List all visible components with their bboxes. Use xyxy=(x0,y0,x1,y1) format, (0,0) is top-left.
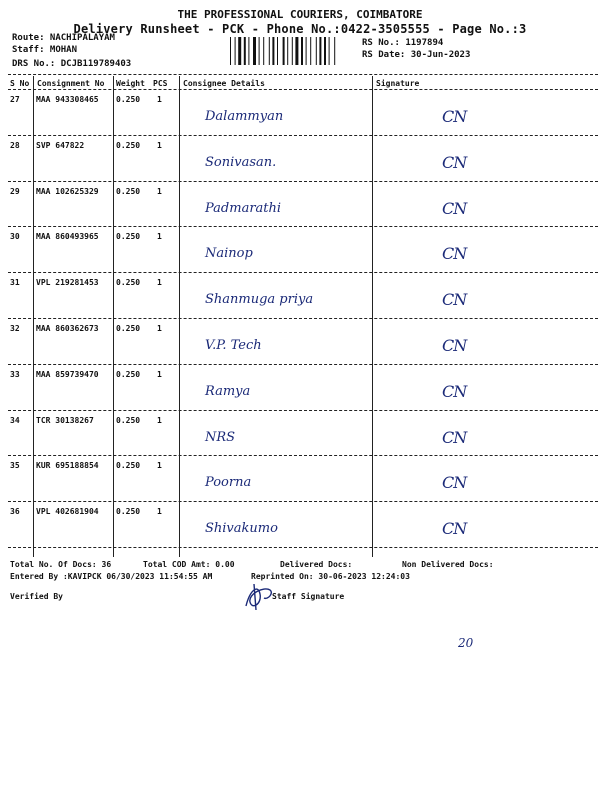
row-pcs: 1 xyxy=(157,140,162,150)
col-header-pcs: PCS xyxy=(153,79,168,88)
row-pcs: 1 xyxy=(157,461,162,471)
row-separator xyxy=(8,455,598,456)
total-cod: Total COD Amt: 0.00 xyxy=(143,560,235,569)
reprinted-on: Reprinted On: 30-06-2023 12:24:03 xyxy=(251,572,410,581)
row-weight: 0.250 xyxy=(116,507,141,517)
row-sno: 33 xyxy=(10,369,20,379)
rs-number: RS No.: 1197894 xyxy=(362,38,444,48)
column-divider xyxy=(372,76,373,557)
row-sno: 30 xyxy=(10,232,20,242)
row-consignment-no: VPL 219281453 xyxy=(36,278,99,288)
row-separator xyxy=(8,364,598,365)
row-pcs: 1 xyxy=(157,186,162,196)
company-title: THE PROFESSIONAL COURIERS, COIMBATORE xyxy=(177,8,423,21)
row-weight: 0.250 xyxy=(116,461,141,471)
row-sno: 29 xyxy=(10,186,20,196)
row-signature-handwritten: CN xyxy=(442,198,467,218)
row-consignment-no: KUR 695188854 xyxy=(36,461,99,471)
row-weight: 0.250 xyxy=(116,278,141,288)
row-consignee-handwritten: Sonivasan. xyxy=(205,154,277,170)
row-consignment-no: TCR 30138267 xyxy=(36,415,94,425)
row-weight: 0.250 xyxy=(116,324,141,333)
delivered-docs: Delivered Docs: xyxy=(280,560,353,569)
row-sno: 31 xyxy=(10,278,20,288)
row-signature-handwritten: CN xyxy=(442,427,467,447)
row-separator xyxy=(8,272,598,273)
verified-by: Verified By xyxy=(10,592,63,601)
row-signature-handwritten: CN xyxy=(442,473,467,493)
row-consignee-handwritten: Shivakumo xyxy=(205,521,278,537)
row-separator xyxy=(8,318,598,319)
table-header-rule xyxy=(8,89,598,90)
row-weight: 0.250 xyxy=(116,232,141,242)
drs-number: DRS No.: DCJB119789403 xyxy=(12,59,132,69)
total-docs: Total No. Of Docs: 36 xyxy=(10,560,112,569)
row-weight: 0.250 xyxy=(116,186,141,196)
row-weight: 0.250 xyxy=(116,95,141,104)
column-divider xyxy=(113,76,114,557)
non-delivered-docs: Non Delivered Docs: xyxy=(402,560,494,569)
route-label: Route: NACHIPALAYAM xyxy=(12,33,115,43)
row-consignment-no: MAA 943308465 xyxy=(36,95,99,104)
col-header-signature: Signature xyxy=(376,79,420,88)
row-sno: 28 xyxy=(10,140,20,150)
staff-signature-label: Staff Signature xyxy=(272,592,345,601)
row-consignment-no: MAA 102625329 xyxy=(36,186,99,196)
row-sno: 35 xyxy=(10,461,20,471)
row-separator xyxy=(8,135,598,136)
row-sno: 34 xyxy=(10,415,20,425)
row-separator xyxy=(8,501,598,502)
row-consignee-handwritten: NRS xyxy=(205,429,236,445)
col-header-consignment: Consignment No xyxy=(37,79,105,88)
row-consignment-no: MAA 860362673 xyxy=(36,324,99,333)
row-signature-handwritten: CN xyxy=(442,244,467,264)
handwritten-page-note: 20 xyxy=(458,636,474,650)
row-pcs: 1 xyxy=(157,507,162,517)
entered-by: Entered By :KAVIPCK 06/30/2023 11:54:55 AM xyxy=(10,572,213,581)
row-consignment-no: SVP 647822 xyxy=(36,140,85,150)
row-consignment-no: MAA 859739470 xyxy=(36,369,99,379)
row-sno: 36 xyxy=(10,507,20,517)
row-consignee-handwritten: Padmarathi xyxy=(205,200,282,216)
row-sno: 32 xyxy=(10,324,20,333)
row-separator xyxy=(8,547,598,548)
row-pcs: 1 xyxy=(157,324,162,333)
row-pcs: 1 xyxy=(157,415,162,425)
row-consignment-no: MAA 860493965 xyxy=(36,232,99,242)
row-consignment-no: VPL 402681904 xyxy=(36,507,99,517)
col-header-weight: Weight xyxy=(116,79,145,88)
row-sno: 27 xyxy=(10,95,20,104)
column-divider xyxy=(33,76,34,557)
runsheet-subtitle: Delivery Runsheet - PCK - Phone No.:0422-3505555 - Page No.:3 xyxy=(73,22,527,36)
row-consignee-handwritten: Ramya xyxy=(205,383,251,399)
row-consignee-handwritten: Poorna xyxy=(205,475,252,491)
rs-date: RS Date: 30-Jun-2023 xyxy=(362,50,471,60)
staff-label: Staff: MOHAN xyxy=(12,45,78,55)
barcode xyxy=(230,37,354,65)
row-signature-handwritten: CN xyxy=(442,290,467,310)
row-pcs: 1 xyxy=(157,278,162,288)
row-signature-handwritten: CN xyxy=(442,381,467,401)
row-signature-handwritten: CN xyxy=(442,107,467,126)
table-top-rule xyxy=(8,74,598,75)
column-divider xyxy=(179,76,180,557)
col-header-sno: S No xyxy=(10,79,30,88)
row-pcs: 1 xyxy=(157,369,162,379)
row-consignee-handwritten: Nainop xyxy=(205,246,253,262)
row-weight: 0.250 xyxy=(116,140,141,150)
row-signature-handwritten: CN xyxy=(442,152,467,172)
row-weight: 0.250 xyxy=(116,369,141,379)
row-consignee-handwritten: Dalammyan xyxy=(205,109,284,124)
row-separator xyxy=(8,181,598,182)
col-header-consignee: Consignee Details xyxy=(183,79,265,88)
row-signature-handwritten: CN xyxy=(442,519,467,539)
row-weight: 0.250 xyxy=(116,415,141,425)
row-consignee-handwritten: V.P. Tech xyxy=(205,338,262,353)
row-separator xyxy=(8,226,598,227)
row-pcs: 1 xyxy=(157,95,162,104)
row-consignee-handwritten: Shanmuga priya xyxy=(205,292,314,308)
row-pcs: 1 xyxy=(157,232,162,242)
row-signature-handwritten: CN xyxy=(442,336,467,355)
row-separator xyxy=(8,410,598,411)
